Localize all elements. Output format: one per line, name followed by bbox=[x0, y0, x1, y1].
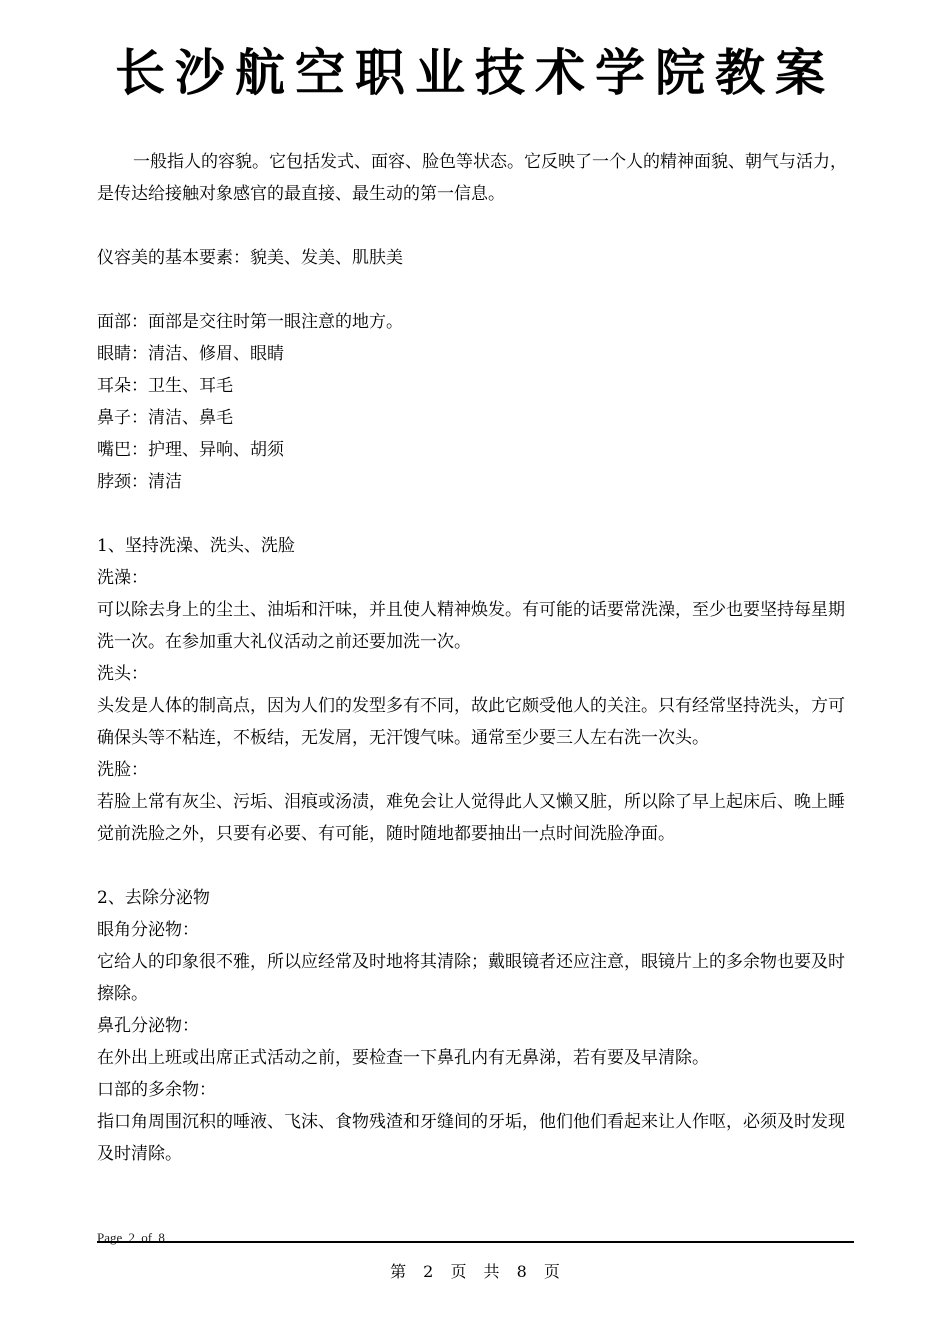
subsection-label: 洗脸： bbox=[97, 760, 148, 780]
subsection-text: 它给人的印象很不雅，所以应经常及时地将其清除；戴眼镜者还应注意，眼镜片上的多余物也要及时擦除。 bbox=[97, 952, 845, 1004]
page-reference: Page 2 of 8 bbox=[97, 1230, 165, 1245]
subsection-text: 指口角周围沉积的唾液、飞沫、食物残渣和牙缝间的牙垢，他们他们看起来让人作呕，必须及时发现及时清除。 bbox=[97, 1112, 845, 1164]
face-item: 眼睛：清洁、修眉、眼睛 bbox=[97, 344, 284, 364]
spacer bbox=[97, 850, 857, 882]
subsection-label: 口部的多余物： bbox=[97, 1080, 216, 1100]
intro-paragraph: 一般指人的容貌。它包括发式、面容、脸色等状态。它反映了一个人的精神面貌、朝气与活力，是传达给接触对象感官的最直接、最生动的第一信息。 bbox=[97, 152, 847, 204]
subsection-text: 可以除去身上的尘土、油垢和汗味，并且使人精神焕发。有可能的话要常洗澡，至少也要坚持每星期洗一次。在参加重大礼仪活动之前还要加洗一次。 bbox=[97, 600, 845, 652]
spacer bbox=[97, 210, 857, 242]
subsection-text: 头发是人体的制高点，因为人们的发型多有不同，故此它颇受他人的关注。只有经常坚持洗头，方可确保头等不粘连，不板结，无发屑，无汗馊气味。通常至少要三人左右洗一次头。 bbox=[97, 696, 845, 748]
subsection-label: 洗澡： bbox=[97, 568, 148, 588]
page-title: 长沙航空职业技术学院教案 bbox=[115, 44, 835, 102]
spacer bbox=[97, 498, 857, 530]
face-item: 嘴巴：护理、异响、胡须 bbox=[97, 440, 284, 460]
subsection-label: 眼角分泌物： bbox=[97, 920, 199, 940]
face-item: 耳朵：卫生、耳毛 bbox=[97, 376, 233, 396]
subsection-text: 若脸上常有灰尘、污垢、泪痕或汤渍，难免会让人觉得此人又懒又脏，所以除了早上起床后、晚上睡觉前洗脸之外，只要有必要、有可能，随时随地都要抽出一点时间洗脸净面。 bbox=[97, 792, 845, 844]
section-heading: 2、去除分泌物 bbox=[97, 888, 210, 908]
document-body bbox=[97, 146, 857, 1170]
face-item: 鼻子：清洁、鼻毛 bbox=[97, 408, 233, 428]
elements-line: 仪容美的基本要素：貌美、发美、肌肤美 bbox=[97, 248, 403, 268]
face-item: 脖颈：清洁 bbox=[97, 472, 182, 492]
section-heading: 1、坚持洗澡、洗头、洗脸 bbox=[97, 536, 295, 556]
page-number: 第 2 页 共 8 页 bbox=[390, 1262, 560, 1281]
subsection-label: 鼻孔分泌物： bbox=[97, 1016, 199, 1036]
spacer bbox=[97, 274, 857, 306]
subsection-label: 洗头： bbox=[97, 664, 148, 684]
face-item: 面部：面部是交往时第一眼注意的地方。 bbox=[97, 312, 403, 332]
subsection-text: 在外出上班或出席正式活动之前，要检查一下鼻孔内有无鼻涕，若有要及早清除。 bbox=[97, 1048, 709, 1068]
footer-divider bbox=[97, 1241, 854, 1243]
